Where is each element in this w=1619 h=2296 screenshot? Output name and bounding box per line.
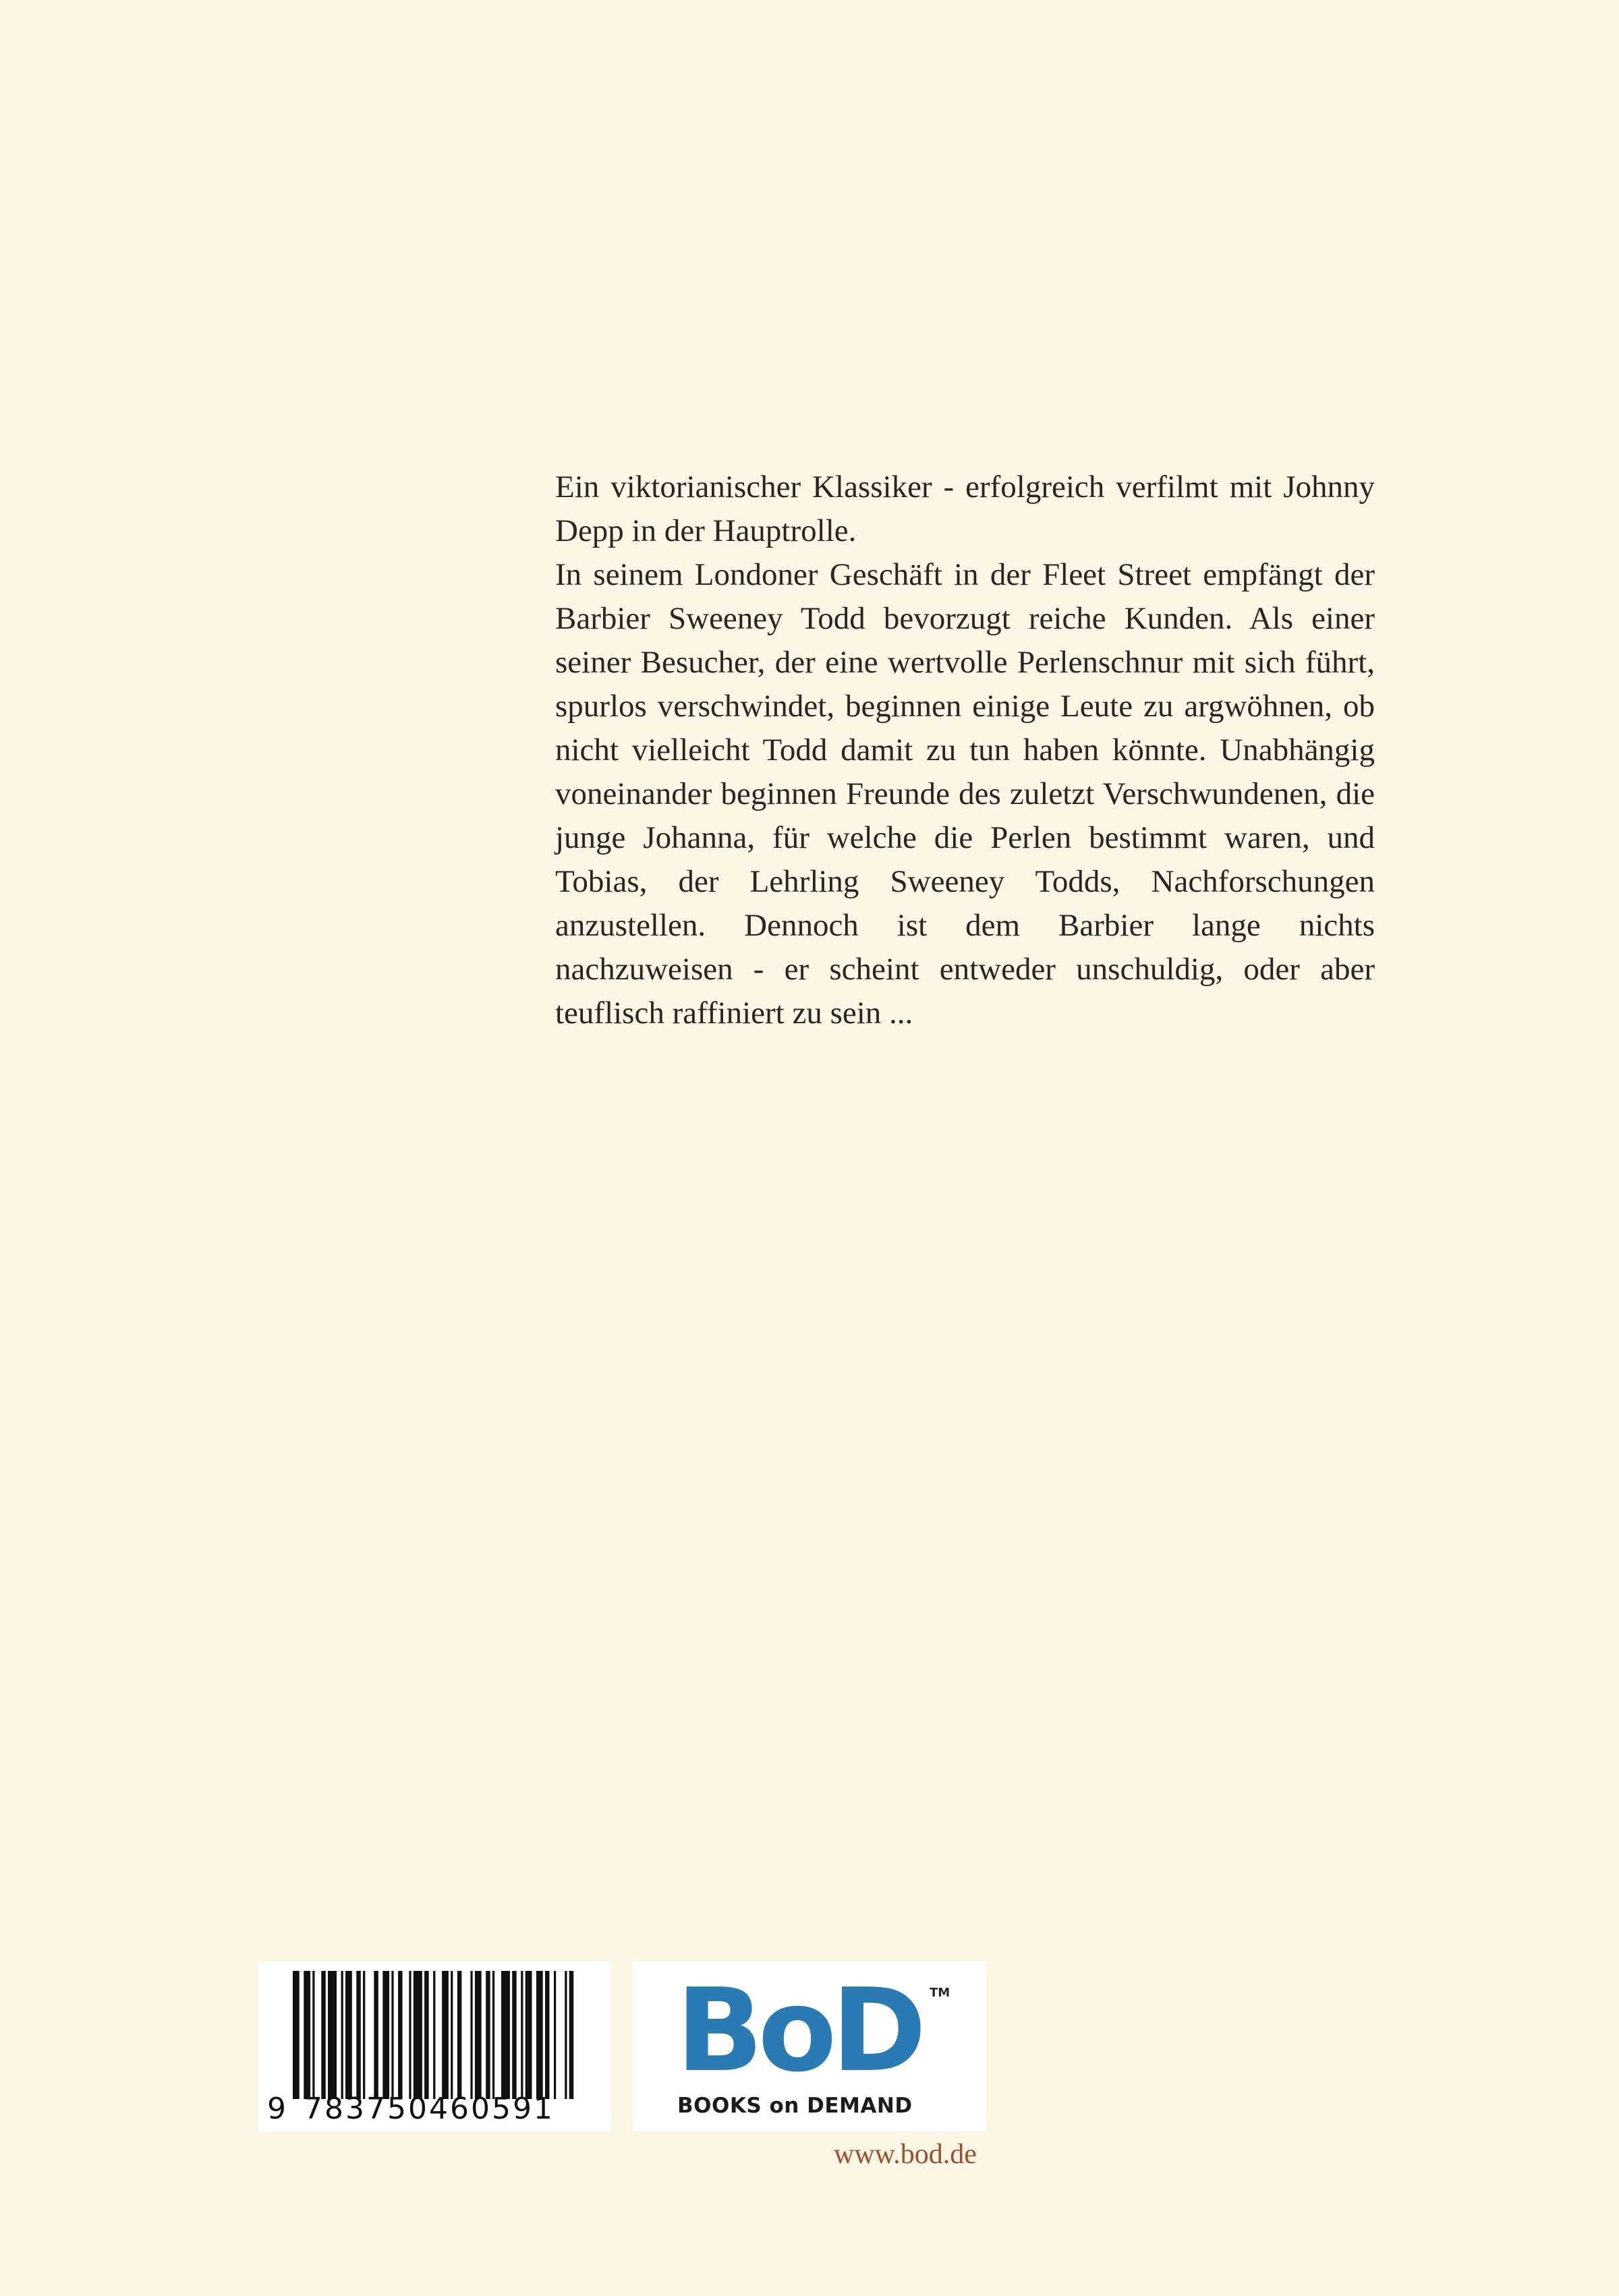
barcode-bar: [304, 1971, 310, 2099]
barcode-bar: [312, 1971, 314, 2099]
barcode-bar: [545, 1971, 550, 2099]
barcode-bar: [374, 1971, 378, 2099]
barcode-bar: [512, 1971, 517, 2099]
barcode-bar: [363, 1971, 365, 2099]
barcode-bar: [536, 1971, 543, 2099]
barcode-bar: [345, 1971, 352, 2099]
blurb-paragraph-intro: Ein viktorianischer Klassiker - erfolgreich verfilmt mit Johnny Depp in der Hauptrolle.: [555, 469, 1375, 548]
trademark-mark: TM: [930, 1986, 950, 2000]
barcode-bar: [382, 1971, 389, 2099]
barcode-bar: [451, 1971, 453, 2099]
blurb-paragraph-synopsis: In seinem Londoner Geschäft in der Fleet Street empfängt der Barbier Sweeney Todd bevorzugt reiche Kunden. Als einer seiner Besucher, der eine wertvolle Perlenschnur mit sich führt, spurlos verschwindet, beginnen einige Leute zu argwöhnen, ob nicht vielleicht Todd damit zu tun haben könnte. Unabhängig voneinander beginnen Freunde des zuletzt Verschwundenen, die junge Johanna, für welche die Perlen bestimmt waren, und Tobias, der Lehrling Sweeney Todds, Nachforschungen anzustellen. Dennoch ist dem Barbier lange nichts nachzuweisen - er scheint entweder unschuldig, oder aber teuflisch raffiniert zu sein ...: [555, 557, 1375, 1031]
barcode-bar: [521, 1971, 523, 2099]
barcode-bar: [293, 1971, 300, 2099]
barcode-bar: [565, 1971, 567, 2099]
barcode-bar: [409, 1971, 411, 2099]
barcode-bar: [554, 1971, 556, 2099]
publisher-url[interactable]: www.bod.de: [834, 2139, 977, 2170]
barcode-bar: [321, 1971, 326, 2099]
back-cover-blurb: [555, 465, 1375, 1035]
barcode-bar: [475, 1971, 482, 2099]
barcode-bar: [433, 1971, 435, 2099]
barcode-bar: [526, 1971, 532, 2099]
isbn-barcode: [258, 1961, 611, 2131]
barcode-bar: [424, 1971, 429, 2099]
publisher-tagline: BOOKS on DEMAND: [677, 2094, 913, 2118]
barcode-bar: [457, 1971, 462, 2099]
barcode-bar: [391, 1971, 393, 2099]
barcode-bar: [569, 1971, 574, 2099]
isbn-lead-digit: 9: [267, 2092, 288, 2126]
barcode-bar: [398, 1971, 403, 2099]
barcode-bar: [501, 1971, 510, 2099]
publisher-logo: [633, 1961, 986, 2131]
barcode-bars: [293, 1971, 580, 2099]
barcode-bar: [414, 1971, 422, 2099]
bod-logo-wordmark: BoD: [676, 1964, 921, 2098]
barcode-bar: [442, 1971, 449, 2099]
barcode-bar: [486, 1971, 490, 2099]
barcode-bar: [356, 1971, 361, 2099]
barcode-bar: [492, 1971, 494, 2099]
barcode-bar: [328, 1971, 337, 2099]
isbn-number: [267, 2092, 604, 2126]
barcode-bar: [341, 1971, 343, 2099]
barcode-bar: [470, 1971, 472, 2099]
isbn-digits: 783750460591: [304, 2092, 555, 2126]
